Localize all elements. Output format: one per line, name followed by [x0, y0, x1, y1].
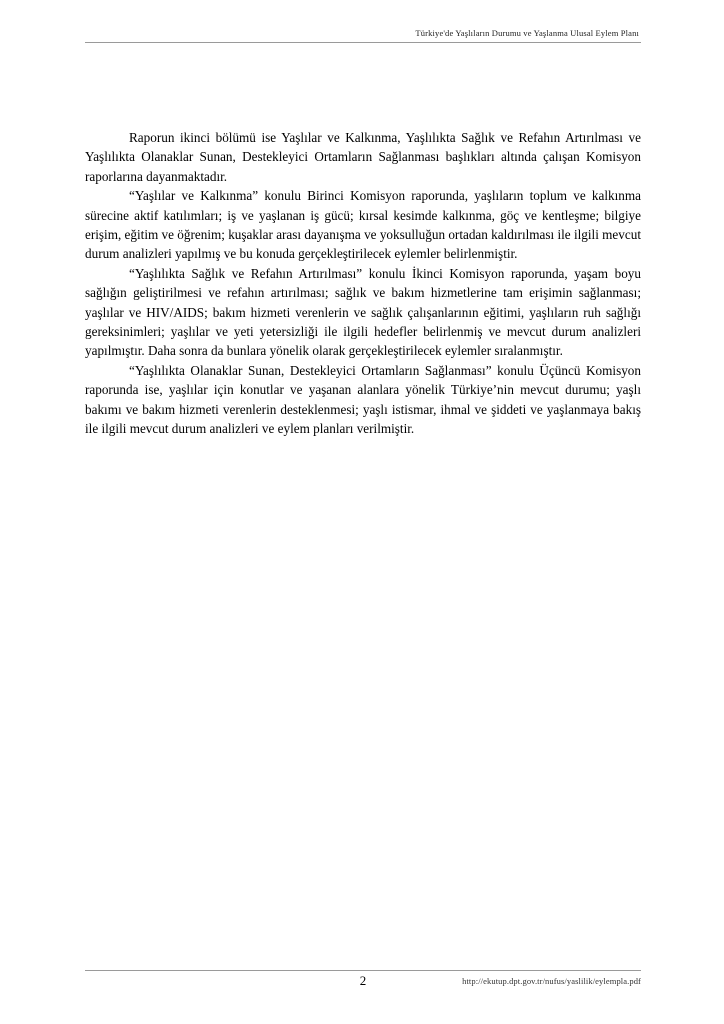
source-url: http://ekutup.dpt.gov.tr/nufus/yaslilik/eylempla.pdf [462, 976, 641, 986]
paragraph: “Yaşlılıkta Olanaklar Sunan, Destekleyici Ortamların Sağlanması” konulu Üçüncü Komisyon raporunda ise, yaşlılar için konutlar ve yaşanan alanlara yönelik Türkiye’nin mevcut durumu; yaşlı bakımı ve bakım hizmeti verenlerin desteklenmesi; yaşlı istismar, ihmal ve şiddeti ve yaşlanmaya bakış ile ilgili mevcut durum analizleri ve eylem planları verilmiştir. [85, 362, 641, 437]
document-body [85, 128, 641, 439]
paragraph: “Yaşlılar ve Kalkınma” konulu Birinci Komisyon raporunda, yaşlıların toplum ve kalkınma sürecine aktif katılımları; iş ve yaşlanan iş gücü; kırsal kesimde kalkınma, göç ve kentleşme; bilgiye erişim, eğitim ve öğrenim; kuşaklar arası dayanışma ve yoksulluğun ortadan kaldırılması ile ilgili mevcut durum analizleri yapılmış ve bu konuda gerçekleştirilecek eylemler belirlenmiştir. [85, 188, 641, 262]
paragraph: “Yaşlılıkta Sağlık ve Refahın Artırılması” konulu İkinci Komisyon raporunda, yaşam boyu sağlığın geliştirilmesi ve refahın artırılması; sağlık ve bakım hizmetlerine tam erişimin sağlanması; yaşlılar ve HIV/AIDS; bakım hizmeti verenlerin ve sağlık çalışanlarının eğitimi, yaşlıların ruh sağlığı gereksinimleri; yaşlılar ve yeti yetersizliği ile ilgili hedefler belirlenmiş ve mevcut durum analizleri yapılmıştır. Daha sonra da bunlara yönelik olarak gerçekleştirilecek eylemler sıralanmıştır. [85, 265, 641, 359]
header-divider [85, 42, 641, 43]
page-number: 2 [359, 973, 367, 988]
paragraph: Raporun ikinci bölümü ise Yaşlılar ve Kalkınma, Yaşlılıkta Sağlık ve Refahın Artırılması ve Yaşlılıkta Olanaklar Sunan, Destekleyici Ortamların Sağlanması başlıkları altında çalışan Komisyon raporlarına dayanmaktadır. [85, 130, 641, 184]
footer-divider [85, 970, 641, 971]
page-footer [85, 970, 641, 990]
page-header [85, 28, 641, 43]
running-title: Türkiye'de Yaşlıların Durumu ve Yaşlanma Ulusal Eylem Planı [415, 28, 639, 38]
